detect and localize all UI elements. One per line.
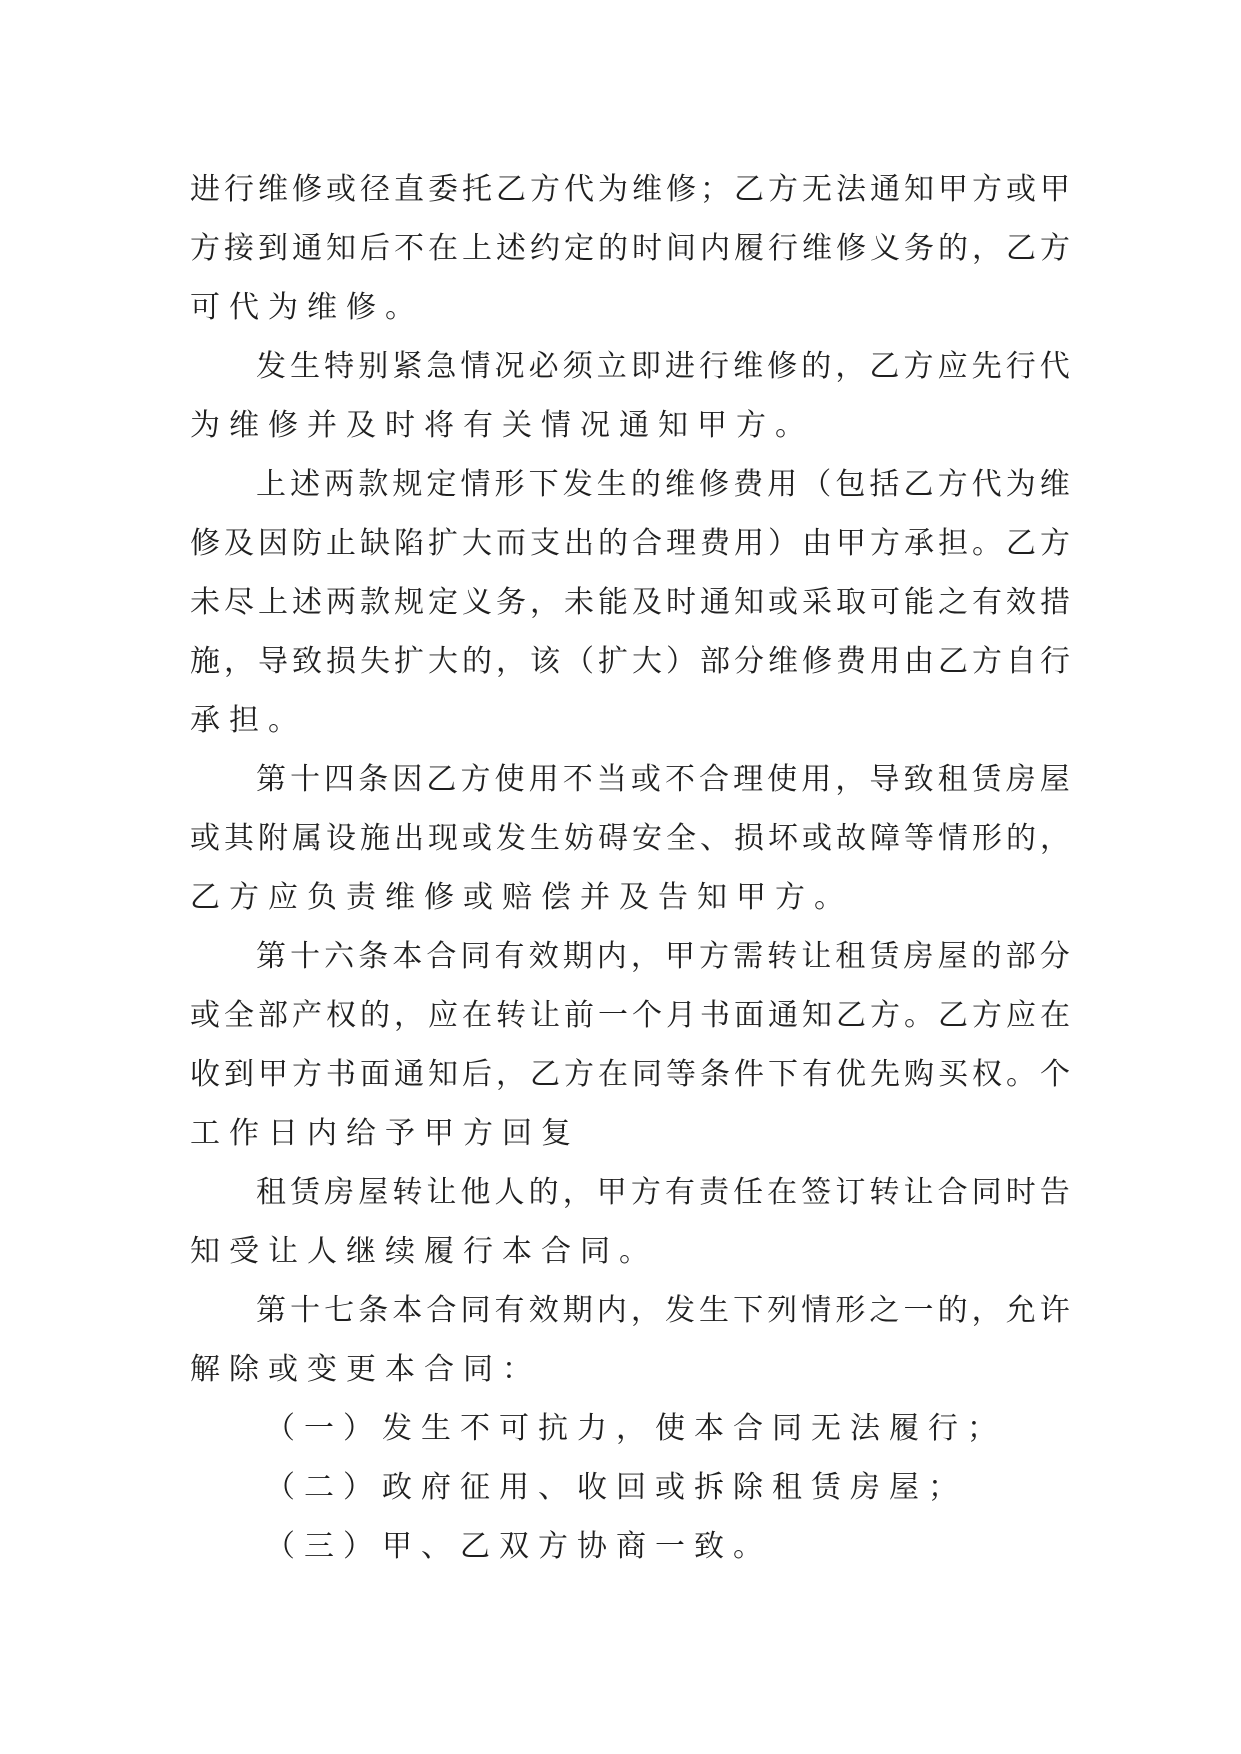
document-page xyxy=(190,160,1070,1576)
paragraph-line: 上 述 两 款 规 定 情 形 下 发 生 的 维 修 费 用 （ 包 括 乙 方 代 为 维 xyxy=(256,467,1070,502)
paragraph-line: 承担。 xyxy=(190,703,307,738)
paragraph-line: 发 生 特 别 紧 急 情 况 必 须 立 即 进 行 维 修 的 ， 乙 方 应 先 行 代 xyxy=(256,349,1070,384)
list-item: （三）甲、乙双方协商一致。 xyxy=(265,1529,772,1564)
paragraph-line: 乙方应负责维修或赔偿并及告知甲方。 xyxy=(190,880,853,915)
paragraph-line: 修 及 因 防 止 缺 陷 扩 大 而 支 出 的 合 理 费 用 ） 由 甲 方 承 担 。 乙 方 xyxy=(190,526,1070,561)
paragraph-line: 施 ， 导 致 损 失 扩 大 的 ， 该 （ 扩 大 ） 部 分 维 修 费 用 由 乙 方 自 行 xyxy=(190,644,1070,679)
paragraph-line: 方 接 到 通 知 后 不 在 上 述 约 定 的 时 间 内 履 行 维 修 义 务 的 ， 乙 方 xyxy=(190,231,1070,266)
paragraph-line: 第 十 六 条 本 合 同 有 效 期 内 ， 甲 方 需 转 让 租 赁 房 屋 的 部 分 xyxy=(256,939,1070,974)
paragraph-line: 第 十 七 条 本 合 同 有 效 期 内 ， 发 生 下 列 情 形 之 一 的 ， 允 许 xyxy=(256,1293,1070,1328)
paragraph-line: 进 行 维 修 或 径 直 委 托 乙 方 代 为 维 修 ； 乙 方 无 法 通 知 甲 方 或 甲 xyxy=(190,172,1070,207)
paragraph-line: 工作日内给予甲方回复 xyxy=(190,1116,580,1151)
list-item: （二）政府征用、收回或拆除租赁房屋； xyxy=(265,1470,967,1505)
paragraph-line: 未 尽 上 述 两 款 规 定 义 务 ， 未 能 及 时 通 知 或 采 取 可 能 之 有 效 措 xyxy=(190,585,1070,620)
paragraph-line: 或 其 附 属 设 施 出 现 或 发 生 妨 碍 安 全 、 损 坏 或 故 障 等 情 形 的 ， xyxy=(190,821,1070,856)
paragraph-line: 收 到 甲 方 书 面 通 知 后 ， 乙 方 在 同 等 条 件 下 有 优 先 购 买 权 。 个 xyxy=(190,1057,1070,1092)
paragraph-line: 为维修并及时将有关情况通知甲方。 xyxy=(190,408,814,443)
paragraph-line: 第 十 四 条 因 乙 方 使 用 不 当 或 不 合 理 使 用 ， 导 致 租 赁 房 屋 xyxy=(256,762,1070,797)
paragraph-line: 解除或变更本合同： xyxy=(190,1352,541,1387)
list-item: （一）发生不可抗力，使本合同无法履行； xyxy=(265,1411,1006,1446)
paragraph-line: 知受让人继续履行本合同。 xyxy=(190,1234,658,1269)
paragraph-line: 可代为维修。 xyxy=(190,290,424,325)
paragraph-line: 或 全 部 产 权 的 ， 应 在 转 让 前 一 个 月 书 面 通 知 乙 方 。 乙 方 应 在 xyxy=(190,998,1070,1033)
paragraph-line: 租 赁 房 屋 转 让 他 人 的 ， 甲 方 有 责 任 在 签 订 转 让 合 同 时 告 xyxy=(256,1175,1070,1210)
